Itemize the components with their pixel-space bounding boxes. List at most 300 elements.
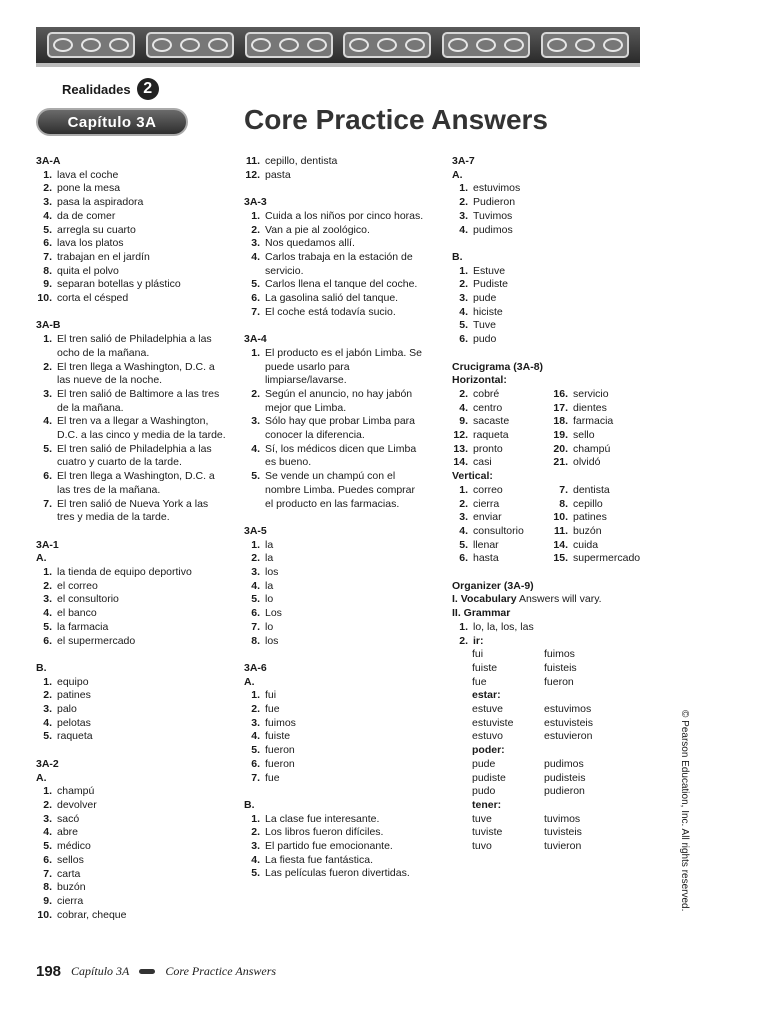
item-number: 5. (43, 730, 52, 743)
crossword-row (452, 388, 652, 402)
answer-item (36, 881, 226, 895)
item-number: 4. (459, 223, 468, 236)
item-text: pone la mesa (57, 182, 121, 195)
organizer-line (452, 593, 652, 607)
item-number: 7. (251, 620, 260, 633)
copyright-notice: © Pearson Education, Inc. All rights reserved. (679, 710, 690, 912)
section-heading: 3A-4 (244, 333, 267, 346)
answer-item (452, 292, 652, 306)
item-text: la (265, 552, 274, 565)
item-number: 1. (251, 346, 260, 359)
item-text: los (265, 634, 279, 647)
conjugation-plural: pudieron (544, 785, 585, 798)
answer-item (244, 607, 426, 621)
section-heading: Vertical: (452, 470, 493, 483)
answer-item (36, 361, 226, 388)
answer-item (36, 813, 226, 827)
answer-item (244, 169, 426, 183)
series-name: Realidades (62, 81, 131, 97)
item-number: 7. (251, 771, 260, 784)
spacer (244, 511, 426, 525)
conjugation-row (452, 676, 652, 690)
answer-item (552, 456, 600, 470)
subsection-label: A. (244, 675, 255, 688)
item-number: 16. (553, 387, 568, 400)
crossword-row (452, 498, 652, 512)
conjugation-row (452, 840, 652, 854)
item-number: 6. (459, 552, 468, 565)
answer-item (244, 744, 426, 758)
answer-item (36, 840, 226, 854)
item-text: El tren salió de Philadelphia a las ocho de la mañana. (57, 333, 212, 359)
item-text: Cuida a los niños por cinco horas. (265, 209, 424, 222)
conjugation-plural: fueron (544, 675, 574, 688)
spacer (452, 566, 652, 580)
item-text: Según el anuncio, no hay jabón mejor que Limba. (265, 387, 413, 414)
answer-item (244, 730, 426, 744)
item-text: los (265, 566, 279, 579)
item-number: 1. (459, 264, 468, 277)
answer-item (244, 388, 426, 415)
conjugation-singular: pudo (472, 785, 496, 798)
crossword-row (452, 539, 652, 553)
item-text: Pudiste (473, 278, 509, 291)
crossword-row (452, 443, 652, 457)
banner-ornament (245, 32, 333, 58)
answer-item (244, 306, 426, 320)
chapter-pill: Capítulo 3A (36, 108, 188, 136)
item-text: La clase fue interesante. (265, 812, 380, 825)
item-text: La gasolina salió del tanque. (265, 292, 399, 305)
item-number: 3. (459, 292, 468, 305)
item-number: 2. (251, 387, 260, 400)
item-text: la (265, 579, 274, 592)
item-text: cepillo (573, 497, 603, 510)
conjugation-singular: tuvo (472, 840, 492, 853)
item-number: 3. (251, 237, 260, 250)
item-text: sello (573, 429, 595, 442)
answer-item (36, 676, 226, 690)
conjugation-plural: tuvisteis (544, 826, 582, 839)
item-number: 9. (43, 278, 52, 291)
conjugation-singular: estuve (472, 703, 503, 716)
item-number: 5. (43, 442, 52, 455)
subsection-label: B. (244, 798, 255, 811)
subsection-label: B. (36, 661, 47, 674)
section-heading: 3A-A (36, 155, 61, 167)
conjugation-row (452, 648, 652, 662)
answer-item (244, 772, 426, 786)
item-number: 20. (553, 442, 568, 455)
answer-item (36, 799, 226, 813)
item-number: 6. (251, 292, 260, 305)
item-text: abre (57, 826, 79, 839)
item-number: 3. (251, 840, 260, 853)
item-text: La fiesta fue fantástica. (265, 853, 373, 866)
answer-item (244, 347, 426, 388)
item-text: Se vende un champú con el nombre Limba. Puedes comprar el producto en las farmacias. (265, 470, 415, 510)
item-text: El tren salió de Philadelphia a las cuatro y cuarto de la tarde. (57, 442, 212, 469)
item-text: sellos (57, 853, 84, 866)
item-number: 4. (459, 524, 468, 537)
answer-item (452, 539, 552, 553)
answer-item (244, 552, 426, 566)
item-number: 6. (43, 237, 52, 250)
item-text: pudimos (473, 223, 513, 236)
answer-item (452, 443, 552, 457)
conjugation-row (452, 662, 652, 676)
item-text: lo (265, 593, 274, 606)
item-text: supermercado (573, 552, 641, 565)
answer-item (36, 470, 226, 497)
item-text: dentista (573, 483, 610, 496)
item-number: 3. (459, 209, 468, 222)
item-number: 6. (459, 333, 468, 346)
answer-item (36, 278, 226, 292)
answer-item (36, 621, 226, 635)
section-heading: II. Grammar (452, 607, 511, 620)
answer-item (244, 813, 426, 827)
answer-item (452, 635, 652, 649)
item-text: pasta (265, 168, 291, 181)
item-text: fue (265, 703, 280, 716)
answer-item (452, 402, 552, 416)
item-text: correo (473, 483, 503, 496)
item-number: 11. (553, 524, 568, 537)
item-number: 3. (251, 716, 260, 729)
item-number: 1. (251, 538, 260, 551)
section-heading: 3A-2 (36, 757, 59, 770)
answer-item (36, 593, 226, 607)
answer-item (552, 511, 607, 525)
item-number: 1. (459, 483, 468, 496)
item-number: 15. (553, 552, 568, 565)
item-number: 4. (43, 826, 52, 839)
item-number: 1. (43, 333, 52, 346)
item-text: enviar (473, 511, 502, 524)
conjugation-plural: tuvimos (544, 812, 581, 825)
crossword-row (452, 429, 652, 443)
answer-item (36, 498, 226, 525)
item-text: Carlos trabaja en la estación de servicio. (265, 250, 413, 277)
item-text: buzón (57, 881, 86, 894)
answer-item (552, 443, 610, 457)
subsection-label: A. (36, 552, 47, 565)
item-text: Van a pie al zoológico. (265, 223, 370, 236)
verb-label: tener: (472, 799, 502, 811)
answer-item (244, 292, 426, 306)
answer-item (452, 552, 552, 566)
section-heading: 3A-6 (244, 661, 267, 674)
subsection-label: A. (36, 771, 47, 784)
item-number: 5. (43, 620, 52, 633)
answer-item (244, 635, 426, 649)
crossword-row (452, 552, 652, 566)
footer-section: Core Practice Answers (165, 964, 277, 978)
item-text: fui (265, 689, 277, 702)
answer-item (452, 265, 652, 279)
conjugation-singular: estuviste (472, 716, 514, 729)
answer-item (244, 251, 426, 278)
conjugation-singular: estuvo (472, 730, 503, 743)
crossword-row (452, 511, 652, 525)
item-text: El partido fue emocionante. (265, 840, 393, 853)
item-text: El tren salió de Nueva York a las tres y media de la tarde. (57, 497, 209, 524)
item-number: 3. (43, 387, 52, 400)
item-number: 2. (251, 703, 260, 716)
answer-item (244, 867, 426, 881)
item-text: casi (473, 456, 492, 469)
crossword-row (452, 484, 652, 498)
item-number: 3. (459, 511, 468, 524)
answers-column-3 (452, 155, 652, 854)
item-number: 13. (453, 442, 468, 455)
item-text: lava el coche (57, 168, 119, 181)
answer-item (552, 498, 603, 512)
item-number: 3. (43, 196, 52, 209)
spacer (36, 525, 226, 539)
item-text: devolver (57, 798, 97, 811)
answer-item (36, 826, 226, 840)
item-text: el consultorio (57, 593, 119, 606)
item-text: Las películas fueron divertidas. (265, 867, 410, 880)
item-number: 7. (43, 250, 52, 263)
answer-item (244, 470, 426, 511)
item-text: patines (57, 689, 91, 702)
item-number: 1. (43, 566, 52, 579)
answer-item (244, 155, 426, 169)
item-number: 2. (459, 634, 468, 647)
answer-item (552, 388, 609, 402)
conjugation-plural: estuvisteis (544, 716, 594, 729)
answers-column-2 (244, 155, 426, 881)
answer-item (244, 278, 426, 292)
conjugation-singular: fuiste (472, 661, 498, 674)
spacer (244, 648, 426, 662)
conjugation-singular: tuve (472, 812, 492, 825)
answer-item (552, 525, 602, 539)
item-text: patines (573, 511, 607, 524)
item-number: 1. (43, 168, 52, 181)
item-text: raqueta (473, 429, 509, 442)
item-number: 2. (43, 798, 52, 811)
spacer (244, 182, 426, 196)
item-text: servicio (573, 387, 609, 400)
answer-item (36, 785, 226, 799)
crossword-row (452, 456, 652, 470)
item-number: 4. (251, 442, 260, 455)
item-text: separan botellas y plástico (57, 278, 181, 291)
item-number: 1. (251, 689, 260, 702)
answers-column-1 (36, 155, 226, 922)
answer-item (36, 868, 226, 882)
item-text: cobré (473, 387, 500, 400)
item-text: lo (265, 620, 274, 633)
item-text: dientes (573, 401, 607, 414)
item-number: 8. (251, 634, 260, 647)
item-number: 1. (459, 182, 468, 195)
item-text: cobrar, cheque (57, 908, 127, 921)
item-text: fueron (265, 744, 295, 757)
answer-item (452, 196, 652, 210)
item-number: 2. (43, 182, 52, 195)
section-heading: Organizer (3A-9) (452, 579, 534, 592)
item-text: sacaste (473, 415, 510, 428)
answer-item (36, 415, 226, 442)
answer-item (452, 498, 552, 512)
item-number: 3. (43, 812, 52, 825)
conjugation-plural: estuvimos (544, 703, 592, 716)
item-text: fue (265, 771, 280, 784)
item-number: 7. (43, 867, 52, 880)
answer-item (244, 210, 426, 224)
item-text: cierra (57, 894, 84, 907)
conjugation-row (452, 785, 652, 799)
item-number: 3. (251, 415, 260, 428)
item-text: médico (57, 840, 91, 853)
answer-item (36, 854, 226, 868)
verb-label: poder: (472, 744, 505, 757)
answer-item (36, 730, 226, 744)
item-text: pelotas (57, 716, 91, 729)
verb-label: estar: (472, 689, 501, 702)
answer-item (36, 333, 226, 360)
item-number: 2. (43, 579, 52, 592)
section-heading: 3A-7 (452, 155, 475, 167)
item-number: 6. (43, 470, 52, 483)
page-footer (36, 963, 276, 980)
item-text: fuimos (265, 716, 296, 729)
item-number: 4. (43, 716, 52, 729)
answer-item (452, 224, 652, 238)
item-text: Sí, los médicos dicen que Limba es bueno. (265, 442, 417, 469)
item-text: champú (573, 442, 611, 455)
item-text: Los (265, 607, 282, 620)
item-number: 1. (251, 812, 260, 825)
item-number: 2. (251, 552, 260, 565)
spacer (36, 744, 226, 758)
item-text: equipo (57, 675, 89, 688)
item-text: lo, la, los, las (473, 620, 534, 633)
banner-ornament (146, 32, 234, 58)
answer-item (36, 169, 226, 183)
item-text: corta el césped (57, 292, 129, 305)
answer-item (244, 840, 426, 854)
item-text: da de comer (57, 209, 116, 222)
item-text: lava los platos (57, 237, 124, 250)
item-text: Nos quedamos allí. (265, 237, 355, 250)
item-number: 4. (43, 415, 52, 428)
section-heading: Crucigrama (3A-8) (452, 360, 544, 373)
item-number: 1. (43, 675, 52, 688)
subsection-label: A. (452, 168, 463, 181)
item-text: quita el polvo (57, 264, 119, 277)
answer-item (36, 292, 226, 306)
item-text: llenar (473, 538, 499, 551)
item-number: 4. (251, 250, 260, 263)
item-number: 2. (251, 826, 260, 839)
item-number: 5. (251, 470, 260, 483)
item-text: raqueta (57, 730, 93, 743)
item-number: 5. (459, 538, 468, 551)
item-number: 4. (251, 853, 260, 866)
answer-item (452, 306, 652, 320)
answer-item (452, 388, 552, 402)
item-number: 2. (459, 497, 468, 510)
answer-item (452, 484, 552, 498)
item-number: 5. (251, 593, 260, 606)
conjugation-singular: fue (472, 675, 487, 688)
conjugation-row (452, 758, 652, 772)
banner-ornament (47, 32, 135, 58)
item-number: 5. (251, 278, 260, 291)
crossword-row (452, 402, 652, 416)
answer-item (36, 566, 226, 580)
item-text: olvidó (573, 456, 601, 469)
item-number: 2. (459, 196, 468, 209)
subsection-label: B. (452, 250, 463, 263)
item-text: palo (57, 703, 77, 716)
item-number: 3. (251, 566, 260, 579)
answer-item (244, 237, 426, 251)
organizer-label: I. Vocabulary (452, 593, 517, 606)
item-text: El tren llega a Washington, D.C. a las tres de la mañana. (57, 470, 215, 496)
answer-item (552, 429, 595, 443)
item-number: 5. (459, 319, 468, 332)
answer-item (36, 251, 226, 265)
item-text: fueron (265, 757, 295, 770)
item-number: 2. (43, 360, 52, 373)
answer-item (244, 443, 426, 470)
section-heading: 3A-5 (244, 524, 267, 537)
item-text: buzón (573, 524, 602, 537)
item-text: El tren salió de Baltimore a las tres de la mañana. (57, 387, 220, 414)
item-text: hasta (473, 552, 499, 565)
answer-item (244, 621, 426, 635)
item-number: 4. (459, 401, 468, 414)
banner-ornament (343, 32, 431, 58)
item-number: 4. (459, 305, 468, 318)
item-number: 19. (553, 429, 568, 442)
item-number: 8. (559, 497, 568, 510)
item-text: la farmacia (57, 620, 109, 633)
item-number: 7. (43, 497, 52, 510)
answer-item (452, 621, 652, 635)
answer-item (552, 402, 607, 416)
answer-item (452, 525, 552, 539)
item-text: cepillo, dentista (265, 155, 338, 167)
conjugation-plural: estuvieron (544, 730, 593, 743)
answer-item (36, 717, 226, 731)
item-text: el correo (57, 579, 98, 592)
footer-separator (139, 969, 155, 974)
item-text: El coche está todavía sucio. (265, 305, 396, 318)
answer-item (36, 443, 226, 470)
answer-item (36, 182, 226, 196)
answer-item (244, 689, 426, 703)
item-number: 3. (43, 593, 52, 606)
item-number: 4. (43, 607, 52, 620)
answer-item (244, 717, 426, 731)
item-text: cuida (573, 538, 599, 551)
item-number: 7. (559, 483, 568, 496)
conjugation-row (452, 813, 652, 827)
banner-ornament (541, 32, 629, 58)
conjugation-plural: fuimos (544, 648, 575, 661)
item-text: Tuvimos (473, 209, 513, 222)
answer-item (452, 210, 652, 224)
item-text: la tienda de equipo deportivo (57, 566, 192, 579)
